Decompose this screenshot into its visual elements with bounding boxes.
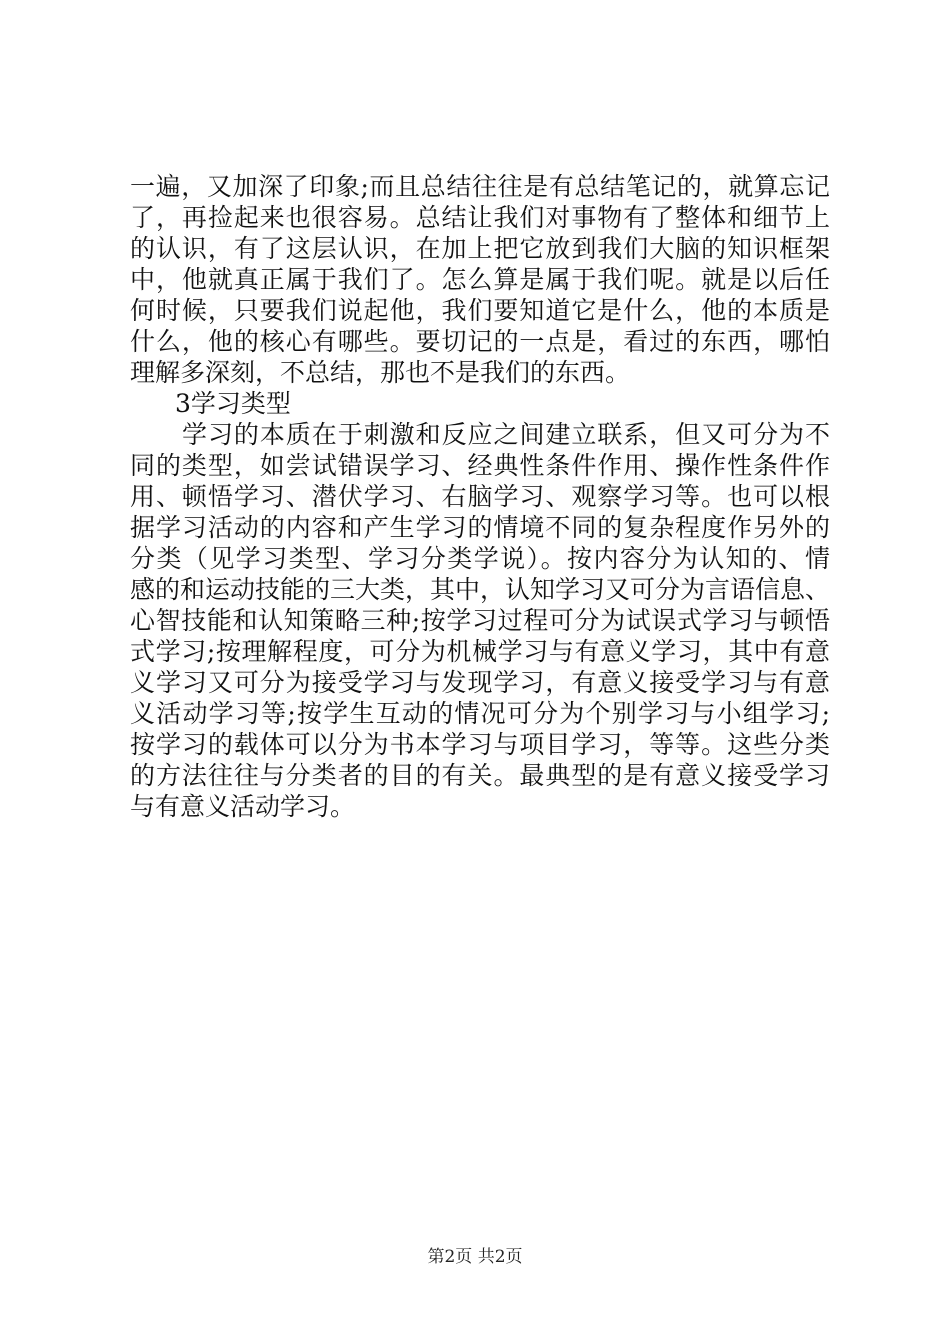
document-body (130, 171, 830, 822)
paragraph-line: 中，他就真正属于我们了。怎么算是属于我们呢。就是以后任 (130, 265, 830, 294)
page-number: 第2页 共2页 (427, 1247, 523, 1267)
page-footer (0, 1242, 950, 1267)
paragraph-line: 的认识，有了这层认识，在加上把它放到我们大脑的知识框架 (130, 234, 830, 263)
paragraph-line: 的方法往往与分类者的目的有关。最典型的是有意义接受学习 (130, 761, 830, 790)
paragraph-1 (130, 171, 830, 388)
paragraph-line: 一遍，又加深了印象;而且总结往往是有总结笔记的，就算忘记 (130, 172, 830, 201)
paragraph-line: 了，再捡起来也很容易。总结让我们对事物有了整体和细节上 (130, 203, 830, 232)
paragraph-line: 据学习活动的内容和产生学习的情境不同的复杂程度作另外的 (130, 513, 830, 542)
paragraph-line: 用、顿悟学习、潜伏学习、右脑学习、观察学习等。也可以根 (130, 482, 830, 511)
paragraph-line: 什么，他的核心有哪些。要切记的一点是，看过的东西，哪怕 (130, 327, 830, 356)
section-heading: 3学习类型 (175, 389, 291, 418)
paragraph-line: 式学习;按理解程度，可分为机械学习与有意义学习，其中有意 (130, 637, 830, 666)
paragraph-line: 与有意义活动学习。 (130, 792, 356, 821)
paragraph-2 (130, 419, 830, 822)
paragraph-line: 同的类型，如尝试错误学习、经典性条件作用、操作性条件作 (130, 451, 830, 480)
paragraph-line: 义学习又可分为接受学习与发现学习，有意义接受学习与有意 (130, 668, 830, 697)
paragraph-line: 何时候，只要我们说起他，我们要知道它是什么，他的本质是 (130, 296, 830, 325)
paragraph-line: 学习的本质在于刺激和反应之间建立联系，但又可分为不 (182, 420, 830, 449)
paragraph-line: 感的和运动技能的三大类，其中，认知学习又可分为言语信息、 (130, 575, 831, 604)
paragraph-line: 义活动学习等;按学生互动的情况可分为个别学习与小组学习; (130, 699, 830, 728)
paragraph-line: 理解多深刻，不总结，那也不是我们的东西。 (130, 358, 631, 387)
paragraph-line: 心智技能和认知策略三种;按学习过程可分为试误式学习与顿悟 (130, 606, 830, 635)
paragraph-line: 按学习的载体可以分为书本学习与项目学习，等等。这些分类 (130, 730, 830, 759)
paragraph-line: 分类（见学习类型、学习分类学说）。按内容分为认知的、情 (130, 544, 830, 573)
